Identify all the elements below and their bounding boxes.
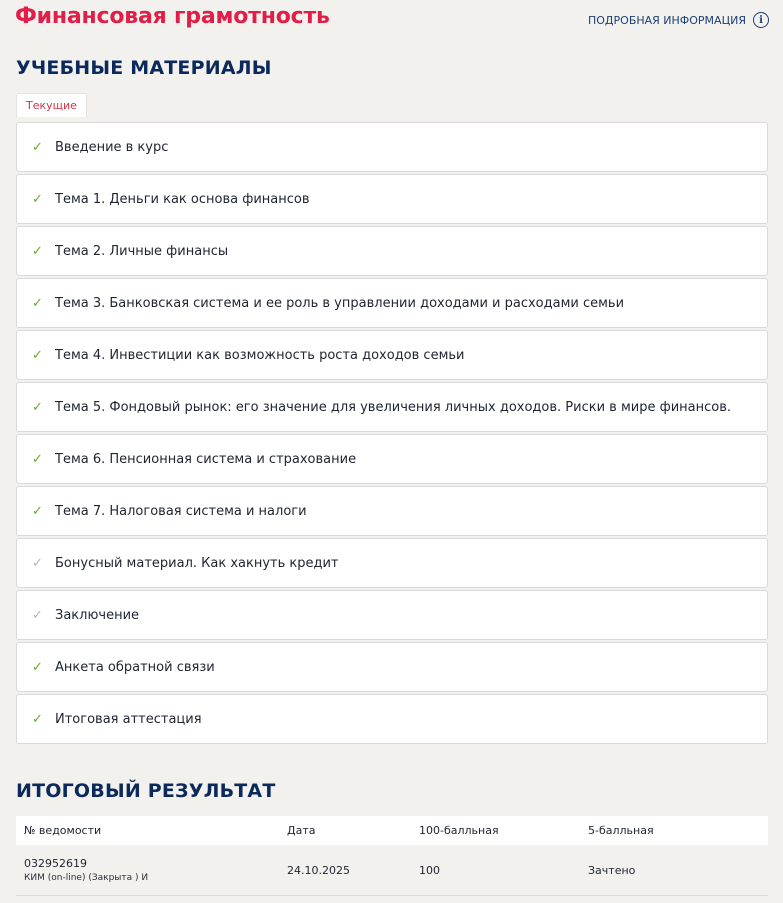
list-item[interactable] (16, 226, 768, 276)
check-icon: ✓ (32, 243, 43, 259)
more-info-label[interactable]: ПОДРОБНАЯ ИНФОРМАЦИЯ (588, 13, 746, 27)
list-item[interactable] (16, 278, 768, 328)
material-label: Заключение (55, 607, 140, 623)
material-label: Тема 7. Налоговая система и налоги (55, 503, 307, 519)
list-item[interactable] (16, 382, 768, 432)
list-item[interactable] (16, 590, 768, 640)
material-label: Анкета обратной связи (55, 659, 215, 675)
check-icon: ✓ (32, 451, 43, 467)
check-icon: ✓ (32, 399, 43, 415)
check-icon: ✓ (32, 139, 43, 155)
material-label: Введение в курс (55, 139, 169, 155)
table-row (16, 845, 768, 896)
sheet-number: 032952619 (24, 857, 87, 870)
check-icon: ✓ (32, 295, 43, 311)
column-header: 100-балльная (411, 816, 580, 845)
list-item[interactable] (16, 486, 768, 536)
list-item[interactable] (16, 434, 768, 484)
check-icon: ✓ (32, 607, 43, 623)
material-label: Итоговая аттестация (55, 711, 202, 727)
list-item[interactable] (16, 642, 768, 692)
list-item[interactable] (16, 122, 768, 172)
date-cell: 24.10.2025 (279, 845, 411, 896)
tab-current[interactable]: Текущие (16, 93, 87, 117)
list-item[interactable] (16, 174, 768, 224)
materials-heading: УЧЕБНЫЕ МАТЕРИАЛЫ (16, 57, 272, 79)
results-table (16, 816, 768, 896)
check-icon: ✓ (32, 503, 43, 519)
results-heading: ИТОГОВЫЙ РЕЗУЛЬТАТ (16, 780, 276, 802)
list-item[interactable] (16, 330, 768, 380)
check-icon: ✓ (32, 555, 43, 571)
material-label: Бонусный материал. Как хакнуть кредит (55, 555, 339, 571)
check-icon: ✓ (32, 191, 43, 207)
materials-list (16, 122, 768, 746)
page-header (15, 4, 769, 34)
score-5-cell: Зачтено (580, 845, 768, 896)
info-circle-icon[interactable]: i (753, 12, 769, 28)
list-item[interactable] (16, 694, 768, 744)
material-label: Тема 1. Деньги как основа финансов (55, 191, 310, 207)
sheet-cell (16, 845, 279, 896)
sheet-description: КИМ (on-line) (Закрыта ) И (24, 873, 149, 883)
score-100-cell: 100 (411, 845, 580, 896)
check-icon: ✓ (32, 659, 43, 675)
material-label: Тема 6. Пенсионная система и страхование (55, 451, 357, 467)
column-header: 5-балльная (580, 816, 768, 845)
list-item[interactable] (16, 538, 768, 588)
material-label: Тема 2. Личные финансы (55, 243, 229, 259)
material-label: Тема 4. Инвестиции как возможность роста доходов семьи (55, 347, 465, 363)
material-label: Тема 3. Банковская система и ее роль в управлении доходами и расходами семьи (55, 295, 625, 311)
course-title: Финансовая грамотность (15, 4, 330, 29)
more-info-link[interactable] (588, 12, 769, 28)
check-icon: ✓ (32, 347, 43, 363)
check-icon: ✓ (32, 711, 43, 727)
material-label: Тема 5. Фондовый рынок: его значение для увеличения личных доходов. Риски в мире финансов. (55, 399, 732, 415)
table-header-row (16, 816, 768, 845)
column-header: № ведомости (16, 816, 279, 845)
column-header: Дата (279, 816, 411, 845)
